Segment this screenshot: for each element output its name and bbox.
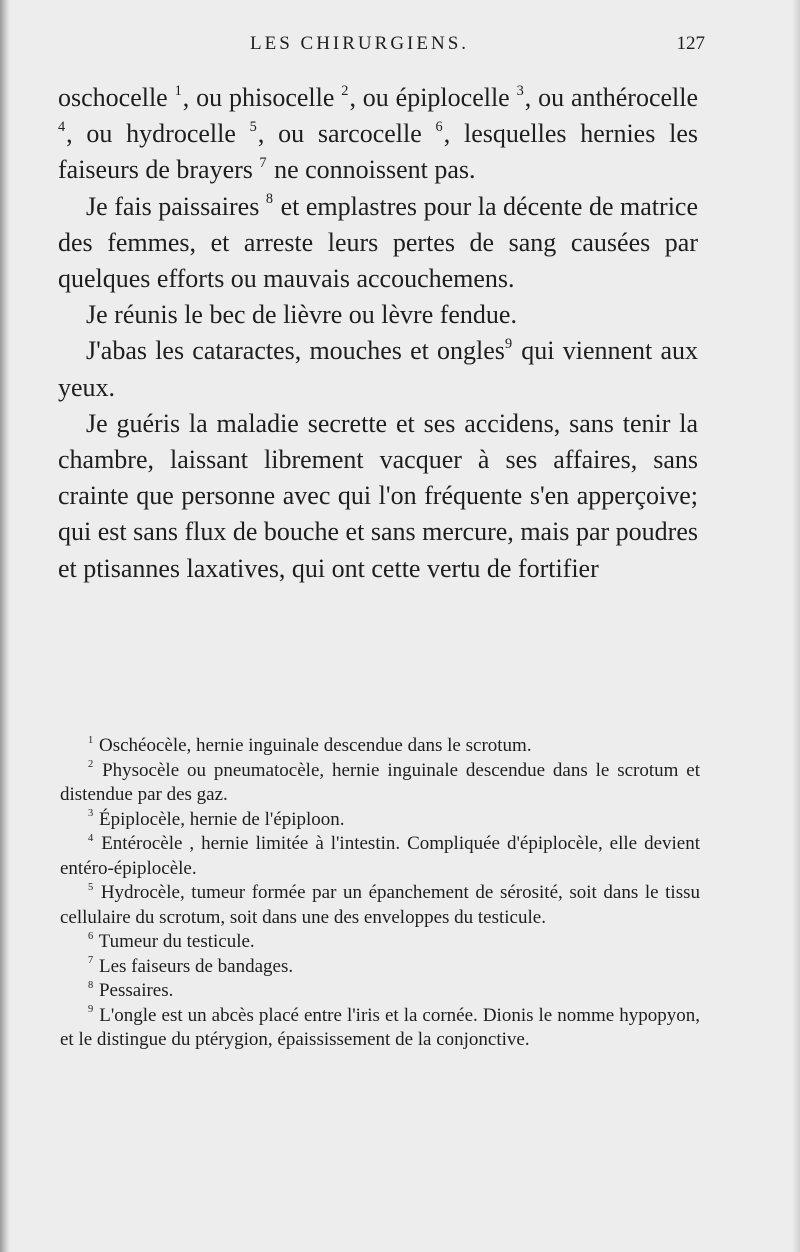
footnote-number: 7: [88, 955, 94, 967]
page-edge: [792, 0, 800, 1252]
footnote-text: Entérocèle , hernie limitée à l'intestin. Compliquée d'épiplocèle, elle devient entéro-épiplocèle.: [60, 833, 701, 879]
footnote-text: Physocèle ou pneumatocèle, hernie inguinale descendue dans le scrotum et distendue par des gaz.: [60, 759, 700, 805]
footnote-text: Épiplocèle, hernie de l'épiploon.: [98, 808, 345, 830]
running-head: [60, 33, 705, 59]
footnote: [60, 930, 700, 955]
footnote-number: 5: [88, 881, 94, 893]
text-run: oschocelle: [58, 83, 168, 112]
text-run: J'abas les cataractes, mouches et ongles: [86, 336, 505, 366]
paragraph-2: [58, 189, 698, 298]
footnote-text: L'ongle est un abcès placé entre l'iris et la cornée. Dionis le nomme hypopyon, et le distingue du ptérygion, épaississement de la conjonctive.: [60, 1004, 701, 1050]
footnote-text: Hydrocèle, tumeur formée par un épanchement de sérosité, soit dans le tissu cellulaire du scrotum, soit dans une des enveloppes du testicule.: [60, 882, 700, 928]
footnote-text: Les faiseurs de bandages.: [98, 955, 294, 977]
note-ref: 8: [265, 191, 274, 208]
footnote-number: 4: [88, 832, 94, 844]
note-ref: 3: [516, 82, 524, 99]
note-ref: 5: [249, 118, 257, 135]
page-gutter: [0, 0, 10, 1252]
footnote-number: 6: [88, 930, 94, 942]
text-run: , ou phisocelle: [182, 83, 335, 112]
footnote-number: 8: [88, 979, 94, 991]
footnote-text: Oschéocèle, hernie inguinale descendue dans le scrotum.: [98, 735, 532, 756]
paragraph-5: Je guéris la maladie secrette et ses accidens, sans tenir la chambre, laissant librement vacquer à ses affaires, sans crainte que personne avec qui l'on fréquente s'en apperçoive; qui est sans flux de bouche et sans mercure, mais par poudres et ptisannes laxatives, qui ont cette vertu de fortifier: [58, 408, 698, 583]
note-ref: 7: [259, 154, 267, 171]
paragraph-4: [58, 333, 698, 405]
text-run: ne connoissent pas.: [267, 155, 476, 185]
paragraph-3: Je réunis le bec de lièvre ou lèvre fendue.: [86, 300, 517, 330]
text-run: , lesquelles hernies les faiseurs de brayers: [58, 119, 698, 185]
note-ref: 6: [435, 118, 443, 135]
text-run: Je fais paissaires: [86, 191, 260, 221]
footnote: [60, 881, 700, 930]
footnote: [60, 808, 700, 833]
footnote-number: 9: [88, 1004, 94, 1016]
footnote: [60, 832, 700, 881]
footnote: [60, 1004, 700, 1053]
note-ref: 1: [174, 82, 182, 99]
text-run: , ou anthérocelle: [524, 83, 699, 112]
footnote-number: 3: [88, 808, 94, 820]
footnote: [60, 955, 700, 980]
running-title: LES CHIRURGIENS.: [250, 33, 470, 54]
note-ref: 4: [58, 118, 66, 135]
note-ref: 2: [341, 82, 349, 99]
footnote-number: 1: [88, 734, 94, 746]
footnote-text: Tumeur du testicule.: [98, 931, 255, 952]
text-run: et emplastres pour la décente de matrice des femmes, et arreste leurs pertes de sang causées par quelques efforts ou mauvais accouchemens.: [58, 191, 698, 294]
page-number: 127: [676, 33, 705, 54]
footnote-text: Pessaires.: [98, 980, 174, 1001]
footnote: [60, 979, 700, 1004]
main-text: [58, 80, 698, 587]
text-run: , ou hydrocelle: [66, 119, 236, 149]
footnotes: [60, 734, 700, 1053]
paragraph-1: [58, 80, 698, 189]
text-run: qui viennent aux yeux.: [58, 336, 698, 402]
footnote-number: 2: [88, 759, 94, 771]
footnote: [60, 759, 700, 808]
text-run: , ou épiplocelle: [349, 83, 510, 112]
text-run: , ou sarcocelle: [257, 119, 422, 149]
footnote: [60, 734, 700, 759]
note-ref: 9: [504, 335, 513, 352]
